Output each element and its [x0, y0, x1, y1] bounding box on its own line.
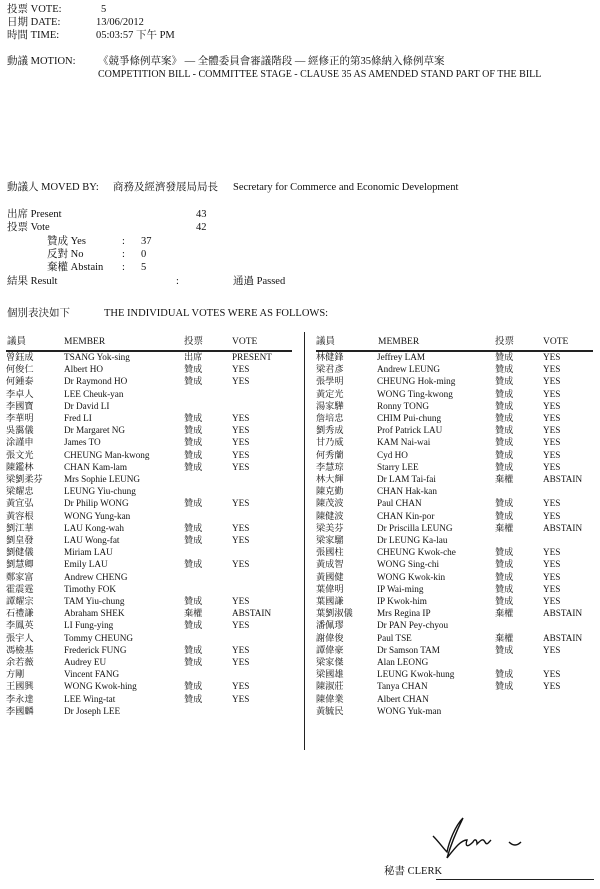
vote-zh: 贊成	[184, 437, 203, 448]
member-name-zh: 陳茂波	[316, 498, 344, 509]
member-name-en: LI Fung-ying	[64, 620, 114, 631]
result-colon: :	[176, 276, 179, 287]
member-name-en: Timothy FOK	[64, 583, 116, 594]
member-name-en: WONG Kwok-hing	[64, 681, 137, 692]
member-name-en: Dr Margaret NG	[64, 425, 126, 436]
member-name-zh: 李國寶	[6, 400, 34, 411]
member-name-en: KAM Nai-wai	[377, 437, 431, 448]
member-name-en: WONG Kwok-kin	[377, 571, 446, 582]
member-name-zh: 謝偉俊	[316, 632, 344, 643]
member-name-zh: 葉劉淑儀	[316, 608, 353, 619]
member-name-en: Mrs Sophie LEUNG	[64, 474, 141, 484]
member-name-en: Cyd HO	[377, 449, 408, 460]
member-name-zh: 李慧琼	[316, 461, 344, 472]
vote-zh: 贊成	[495, 669, 514, 680]
result-value: 通過 Passed	[233, 276, 286, 287]
abstain-value: 5	[141, 262, 147, 273]
member-name-zh: 吳靄儀	[6, 425, 34, 436]
member-name-en: WONG Sing-chi	[377, 559, 440, 570]
member-name-zh: 黃國健	[316, 571, 344, 582]
vote-zh: 贊成	[184, 657, 203, 667]
member-name-zh: 黃宜弘	[6, 498, 34, 509]
member-name-zh: 陳鑑林	[6, 461, 34, 472]
vote-zh: 贊成	[495, 425, 514, 436]
member-name-en: Dr Raymond HO	[64, 376, 128, 387]
vote-zh: 贊成	[495, 413, 514, 423]
member-name-en: Albert HO	[64, 364, 104, 375]
vote-zh: 贊成	[184, 449, 203, 460]
member-name-zh: 何秀蘭	[316, 449, 344, 460]
member-name-en: Albert CHAN	[377, 693, 429, 704]
vote-zh: 贊成	[184, 620, 203, 631]
vote-zh: 贊成	[495, 547, 514, 558]
member-name-en: Prof Patrick LAU	[377, 425, 443, 436]
member-name-zh: 劉江華	[6, 522, 34, 533]
vote-zh: 贊成	[184, 413, 203, 423]
date-label: 日期 DATE:	[7, 17, 61, 28]
member-name-en: Fred LI	[64, 413, 92, 423]
member-name-zh: 梁家騮	[316, 535, 344, 545]
vote-zh: 贊成	[184, 596, 203, 606]
vote-zh: 贊成	[184, 535, 203, 545]
member-name-en: Dr LEUNG Ka-lau	[377, 535, 448, 545]
member-name-zh: 梁劉柔芬	[6, 474, 43, 484]
vote-zh: 贊成	[184, 364, 203, 375]
member-name-en: CHEUNG Man-kwong	[64, 449, 150, 460]
member-name-en: LEE Cheuk-yan	[64, 388, 124, 399]
member-name-zh: 甘乃威	[316, 437, 344, 448]
member-name-zh: 張文光	[6, 449, 34, 460]
member-name-zh: 潘佩璆	[316, 620, 344, 631]
member-name-en: Mrs Regina IP	[377, 608, 431, 619]
moved-by-zh: 商務及經濟發展局局長	[113, 182, 218, 193]
member-name-zh: 葉偉明	[316, 583, 344, 594]
member-name-zh: 黃毓民	[316, 705, 344, 716]
member-name-en: TSANG Yok-sing	[64, 352, 130, 362]
vote-en: YES	[232, 498, 250, 509]
vote-en: YES	[543, 596, 561, 606]
member-name-zh: 張宇人	[6, 632, 34, 643]
vote-en: YES	[543, 681, 561, 692]
clerk-label: 秘書 CLERK	[384, 866, 443, 877]
vote-zh: 贊成	[184, 425, 203, 436]
member-name-zh: 王國興	[6, 681, 34, 692]
vote-en: YES	[232, 596, 250, 606]
member-name-zh: 劉皇發	[6, 535, 34, 545]
vote-count-value: 42	[196, 222, 207, 233]
member-name-en: Paul TSE	[377, 632, 412, 643]
present-value: 43	[196, 209, 207, 220]
member-name-zh: 李卓人	[6, 388, 34, 399]
member-name-en: IP Wai-ming	[377, 583, 424, 594]
vote-en: PRESENT	[232, 352, 272, 362]
member-name-en: Paul CHAN	[377, 498, 422, 509]
member-name-en: LEE Wing-tat	[64, 693, 116, 704]
member-name-en: CHAN Kam-lam	[64, 461, 128, 472]
member-name-zh: 鄭家富	[6, 571, 34, 582]
vote-zh: 贊成	[495, 388, 514, 399]
member-name-en: Frederick FUNG	[64, 644, 127, 655]
vote-en: YES	[543, 388, 561, 399]
vote-zh: 贊成	[495, 461, 514, 472]
vote-zh: 贊成	[184, 644, 203, 655]
member-name-zh: 方剛	[6, 669, 25, 680]
col-member-en-right: MEMBER	[378, 337, 420, 347]
vote-en: YES	[543, 669, 561, 680]
member-name-zh: 劉秀成	[316, 425, 344, 436]
vote-en: YES	[543, 425, 561, 436]
member-name-zh: 陳偉業	[316, 693, 344, 704]
vote-zh: 贊成	[495, 400, 514, 411]
member-name-en: LAU Kong-wah	[64, 522, 124, 533]
vote-en: ABSTAIN	[543, 522, 583, 533]
vote-zh: 贊成	[495, 644, 514, 655]
member-name-en: LEUNG Kwok-hung	[377, 669, 455, 680]
member-name-zh: 曾鈺成	[6, 352, 34, 362]
vote-zh: 贊成	[495, 498, 514, 509]
member-name-en: Ronny TONG	[377, 400, 429, 411]
member-name-zh: 詹培忠	[316, 413, 344, 423]
member-name-zh: 張國柱	[316, 547, 344, 558]
vote-en: YES	[232, 461, 250, 472]
vote-zh: 贊成	[495, 596, 514, 606]
abstain-colon: :	[122, 262, 125, 273]
vote-zh: 棄權	[495, 608, 514, 619]
individual-votes-label-zh: 個別表決如下	[7, 308, 70, 319]
vote-en: YES	[543, 498, 561, 509]
member-name-en: CHIM Pui-chung	[377, 413, 442, 423]
vote-en: YES	[543, 583, 561, 594]
vote-en: ABSTAIN	[543, 474, 583, 484]
vote-en: YES	[543, 437, 561, 448]
clerk-signature-line	[436, 879, 594, 880]
vote-zh: 贊成	[495, 449, 514, 460]
vote-en: YES	[543, 461, 561, 472]
vote-zh: 贊成	[495, 559, 514, 570]
yes-value: 37	[141, 236, 152, 247]
vote-en: ABSTAIN	[232, 608, 272, 619]
abstain-label: 棄權 Abstain	[47, 262, 104, 273]
vote-en: YES	[232, 693, 250, 704]
member-name-en: LAU Wong-fat	[64, 535, 120, 545]
member-name-zh: 馮檢基	[6, 644, 34, 655]
member-name-zh: 梁家傑	[316, 657, 344, 667]
member-name-en: Dr PAN Pey-chyou	[377, 620, 449, 631]
member-name-en: Tanya CHAN	[377, 681, 428, 692]
member-name-zh: 劉慧卿	[6, 559, 34, 570]
member-name-en: Starry LEE	[377, 461, 419, 472]
vote-zh: 贊成	[495, 364, 514, 375]
moved-by-en: Secretary for Commerce and Economic Development	[233, 182, 459, 193]
member-name-zh: 霍震霆	[6, 583, 34, 594]
vote-zh: 贊成	[184, 693, 203, 704]
vote-zh: 贊成	[184, 522, 203, 533]
date-value: 13/06/2012	[96, 17, 144, 28]
member-name-en: CHAN Kin-por	[377, 510, 435, 521]
vote-zh: 贊成	[495, 681, 514, 692]
column-divider	[304, 332, 305, 750]
member-name-zh: 湯家驊	[316, 400, 344, 411]
vote-zh: 贊成	[184, 559, 203, 570]
member-name-zh: 陳淑莊	[316, 681, 344, 692]
yes-label: 贊成 Yes	[47, 236, 86, 247]
member-name-en: Dr David LI	[64, 400, 110, 411]
member-name-en: Andrew CHENG	[64, 571, 128, 582]
member-name-en: Andrew LEUNG	[377, 364, 441, 375]
vote-zh: 出席	[184, 352, 203, 362]
member-name-zh: 石禮謙	[6, 608, 34, 619]
member-name-en: Vincent FANG	[64, 669, 120, 680]
vote-zh: 贊成	[184, 376, 203, 387]
vote-en: YES	[543, 449, 561, 460]
member-name-zh: 林大輝	[316, 474, 344, 484]
time-value: 05:03:57 下午 PM	[96, 30, 175, 41]
vote-en: YES	[543, 571, 561, 582]
member-name-en: Dr Joseph LEE	[64, 705, 121, 716]
no-value: 0	[141, 249, 147, 260]
moved-by-label: 動議人 MOVED BY:	[7, 182, 99, 193]
vote-en: YES	[543, 510, 561, 521]
member-name-en: Audrey EU	[64, 657, 107, 667]
member-name-en: CHEUNG Hok-ming	[377, 376, 456, 387]
member-name-zh: 陳健波	[316, 510, 344, 521]
col-member-zh-right: 議員	[316, 337, 336, 347]
member-name-zh: 劉健儀	[6, 547, 34, 558]
member-name-zh: 譚耀宗	[6, 596, 34, 606]
vote-zh: 棄權	[184, 608, 203, 619]
vote-en: YES	[232, 657, 250, 667]
col-vote-en-left: VOTE	[232, 337, 258, 347]
vote-zh: 贊成	[495, 571, 514, 582]
col-member-zh-left: 議員	[7, 337, 27, 347]
vote-zh: 贊成	[495, 583, 514, 594]
result-label: 結果 Result	[7, 276, 58, 287]
member-name-zh: 李國麟	[6, 705, 34, 716]
motion-title-en: COMPETITION BILL - COMMITTEE STAGE - CLAUSE 35 AS AMENDED STAND PART OF THE BILL	[98, 69, 542, 80]
vote-en: YES	[543, 413, 561, 423]
member-name-en: Tommy CHEUNG	[64, 632, 134, 643]
member-name-zh: 黃定光	[316, 388, 344, 399]
member-name-zh: 葉國謙	[316, 596, 344, 606]
vote-en: YES	[543, 547, 561, 558]
member-name-zh: 陳克勤	[316, 486, 344, 497]
vote-count-label: 投票 Vote	[7, 222, 50, 233]
member-name-zh: 黃容根	[6, 510, 34, 521]
member-name-en: LEUNG Yiu-chung	[64, 486, 136, 497]
vote-en: YES	[232, 376, 250, 387]
vote-en: YES	[543, 364, 561, 375]
vote-zh: 贊成	[184, 681, 203, 692]
vote-zh: 贊成	[495, 376, 514, 387]
member-name-zh: 黃成智	[316, 559, 344, 570]
member-name-en: Dr Priscilla LEUNG	[377, 522, 453, 533]
present-label: 出席 Present	[7, 209, 62, 220]
member-name-en: Emily LAU	[64, 559, 108, 570]
vote-en: YES	[543, 644, 561, 655]
clerk-signature	[425, 812, 535, 864]
member-name-zh: 張學明	[316, 376, 344, 387]
no-colon: :	[122, 249, 125, 260]
member-name-zh: 余若薇	[6, 657, 34, 667]
member-name-zh: 李鳳英	[6, 620, 34, 631]
vote-en: YES	[232, 449, 250, 460]
vote-number-label: 投票 VOTE:	[7, 4, 62, 15]
member-name-en: CHAN Hak-kan	[377, 486, 437, 497]
yes-colon: :	[122, 236, 125, 247]
member-name-zh: 涂謹申	[6, 437, 34, 448]
member-name-en: Jeffrey LAM	[377, 352, 426, 362]
vote-en: YES	[543, 559, 561, 570]
member-name-zh: 何俊仁	[6, 364, 34, 375]
motion-title-zh: 《競爭條例草案》 — 全體委員會審議階段 — 經修正的第35條納入條例草案	[98, 56, 445, 67]
member-name-en: WONG Yuk-man	[377, 705, 442, 716]
vote-en: YES	[232, 425, 250, 436]
vote-en: YES	[232, 522, 250, 533]
vote-zh: 贊成	[495, 510, 514, 521]
member-name-zh: 梁耀忠	[6, 486, 34, 497]
member-name-zh: 譚偉豪	[316, 644, 344, 655]
vote-en: YES	[232, 413, 250, 423]
member-name-en: IP Kwok-him	[377, 596, 427, 606]
col-vote-zh-right: 投票	[495, 337, 515, 347]
no-label: 反對 No	[47, 249, 84, 260]
member-name-en: Dr LAM Tai-fai	[377, 474, 436, 484]
member-name-en: WONG Ting-kwong	[377, 388, 453, 399]
vote-en: ABSTAIN	[543, 632, 583, 643]
vote-zh: 贊成	[495, 437, 514, 448]
vote-en: YES	[232, 644, 250, 655]
member-name-zh: 何鍾泰	[6, 376, 34, 387]
vote-number-value: 5	[101, 4, 107, 15]
vote-en: YES	[232, 620, 250, 631]
member-name-en: Dr Philip WONG	[64, 498, 129, 509]
vote-en: YES	[232, 559, 250, 570]
vote-en: YES	[232, 681, 250, 692]
member-name-en: Alan LEONG	[377, 657, 429, 667]
member-name-zh: 梁國雄	[316, 669, 344, 680]
vote-en: YES	[232, 364, 250, 375]
time-label: 時間 TIME:	[7, 30, 60, 41]
col-vote-zh-left: 投票	[184, 337, 204, 347]
vote-en: ABSTAIN	[543, 608, 583, 619]
member-name-zh: 梁美芬	[316, 522, 344, 533]
vote-zh: 贊成	[184, 498, 203, 509]
member-name-en: Miriam LAU	[64, 547, 113, 558]
member-name-zh: 李永達	[6, 693, 34, 704]
member-name-en: CHEUNG Kwok-che	[377, 547, 456, 558]
vote-zh: 棄權	[495, 632, 514, 643]
col-member-en-left: MEMBER	[64, 337, 106, 347]
member-name-zh: 林健鋒	[316, 352, 344, 362]
member-name-en: James TO	[64, 437, 101, 448]
vote-zh: 棄權	[495, 522, 514, 533]
vote-zh: 贊成	[495, 352, 514, 362]
member-name-zh: 李華明	[6, 413, 34, 423]
vote-en: YES	[543, 400, 561, 411]
col-vote-en-right: VOTE	[543, 337, 569, 347]
vote-en: YES	[543, 376, 561, 387]
member-name-zh: 梁君彥	[316, 364, 344, 375]
vote-en: YES	[543, 352, 561, 362]
member-name-en: TAM Yiu-chung	[64, 596, 125, 606]
vote-zh: 贊成	[184, 461, 203, 472]
individual-votes-label-en: THE INDIVIDUAL VOTES WERE AS FOLLOWS:	[104, 308, 329, 319]
vote-zh: 棄權	[495, 474, 514, 484]
vote-en: YES	[232, 535, 250, 545]
member-name-en: Abraham SHEK	[64, 608, 125, 619]
motion-label: 動議 MOTION:	[7, 56, 76, 67]
member-name-en: WONG Yung-kan	[64, 510, 131, 521]
vote-en: YES	[232, 437, 250, 448]
member-name-en: Dr Samson TAM	[377, 644, 440, 655]
